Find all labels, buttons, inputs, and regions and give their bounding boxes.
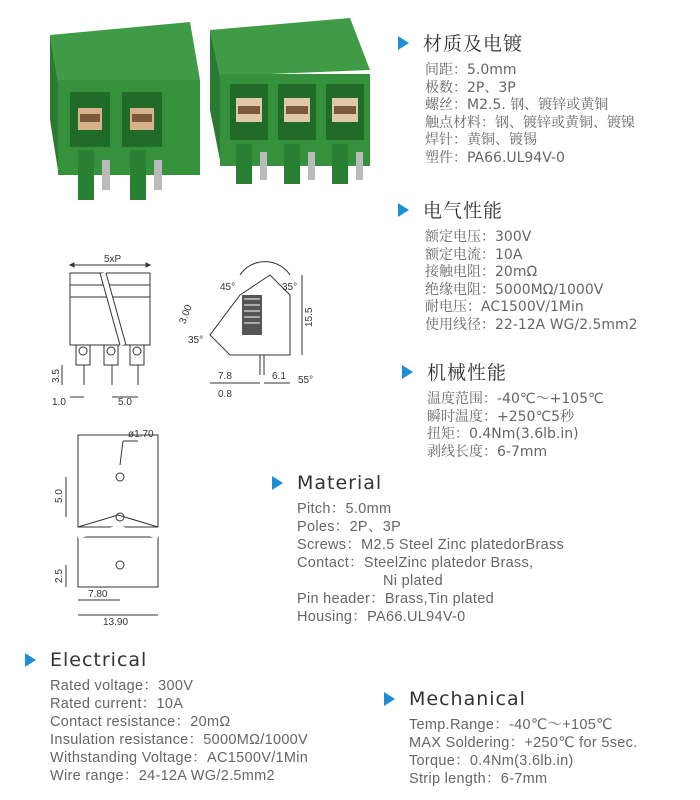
spec-line: Temp.Range：-40℃～+105℃ [409,717,613,733]
side-height-label: 15.5 [304,307,315,327]
front-pitch-label: 5.0 [118,397,132,408]
triangle-bullet-icon [398,36,409,50]
spec-line: Contact：SteelZinc platedor Brass, [297,555,534,571]
spec-line: 接触电阻：20mΩ [425,264,538,280]
spec-line: 额定电压：300V [425,229,532,245]
section-electrical-en [25,649,308,785]
spec-line: Rated current：10A [50,696,184,712]
spec-line: Contact resistance：20mΩ [50,714,231,730]
pcb-p2-label: 2.5 [54,569,65,583]
front-h-label: 3.5 [51,369,62,383]
section-mechanical-en [384,688,638,788]
spec-line: 瞬时温度：+250℃5秒 [427,408,575,425]
terminal-block-3p [210,18,370,184]
spec-line: Screws：M2.5 Steel Zinc platedorBrass [297,537,565,553]
side-a3-label: 35° [188,335,204,346]
spec-line: 螺丝：M2.5. 钢、镀锌或黄铜 [425,97,609,113]
side-a2-label: 35° [282,282,298,293]
spec-line: MAX Soldering：+250℃ for 5sec. [409,735,638,751]
spec-line: 剥线长度：6-7mm [427,443,548,460]
front-edge-label: 1.0 [52,397,66,408]
front-width-label: 5xP [104,255,122,265]
pcb-hole-label: ø1.70 [128,429,154,440]
spec-line: Pitch：5.0mm [297,501,392,517]
section-title: 机械性能 [402,358,604,385]
spec-line: 间距：5.0mm [425,62,517,78]
section-title: Electrical [25,649,308,671]
spec-line: Housing：PA66.UL94V-0 [297,609,466,625]
spec-line: 触点材料：钢、镀锌或黄铜、镀镍 [425,114,635,131]
side-t-label: 3.00 [177,303,195,326]
pcb-p1-label: 5.0 [54,489,65,503]
pcb-w2-label: 13.90 [103,617,129,625]
spec-line: Wire range：24-12A WG/2.5mm2 [50,768,275,784]
front-view-drawing [48,255,178,415]
spec-line: Rated voltage：300V [50,678,194,694]
section-title: 材质及电镀 [398,29,635,56]
side-a4-label: 55° [298,375,314,386]
section-materials-cn [398,29,635,167]
spec-line: Ni plated [383,573,443,589]
side-d2-label: 6.1 [272,371,286,382]
spec-line: Pin header：Brass,Tin plated [297,591,494,607]
product-photo [40,10,380,210]
triangle-bullet-icon [402,365,413,379]
spec-line: 耐电压：AC1500V/1Min [425,299,584,315]
spec-line: Withstanding Voltage：AC1500V/1Min [50,750,309,766]
spec-line: Insulation resistance：5000MΩ/1000V [50,732,309,748]
section-title: 电气性能 [398,196,638,223]
spec-line: Strip length：6-7mm [409,771,548,787]
triangle-bullet-icon [272,476,283,490]
side-d1-label: 7.8 [218,371,232,382]
triangle-bullet-icon [25,653,36,667]
spec-line: 温度范围：-40℃～+105℃ [427,391,604,407]
spec-line: 塑件：PA66.UL94V-0 [425,149,565,166]
section-material-en [272,472,564,626]
spec-line: Poles：2P、3P [297,519,402,535]
pcb-layout-drawing [48,425,178,625]
spec-line: 极数：2P、3P [425,79,516,96]
spec-line: 额定电流：10A [425,246,523,263]
side-view-drawing [170,255,340,415]
spec-line: 焊针：黄铜、镀锡 [425,132,537,148]
section-mechanical-cn [402,358,604,461]
triangle-bullet-icon [384,692,395,706]
section-title: Material [272,472,564,494]
side-d3-label: 0.8 [218,389,232,400]
section-electrical-cn [398,196,638,334]
triangle-bullet-icon [398,203,409,217]
spec-line: 使用线径：22-12A WG/2.5mm2 [425,316,638,333]
terminal-block-2p [50,22,200,200]
section-title: Mechanical [384,688,638,710]
pcb-w1-label: 7.80 [88,589,108,600]
spec-line: 扭矩：0.4Nm(3.6lb.in) [427,426,579,442]
spec-line: Torque：0.4Nm(3.6lb.in) [409,753,574,769]
side-a1-label: 45° [220,282,236,293]
spec-line: 绝缘电阻：5000MΩ/1000V [425,281,604,298]
